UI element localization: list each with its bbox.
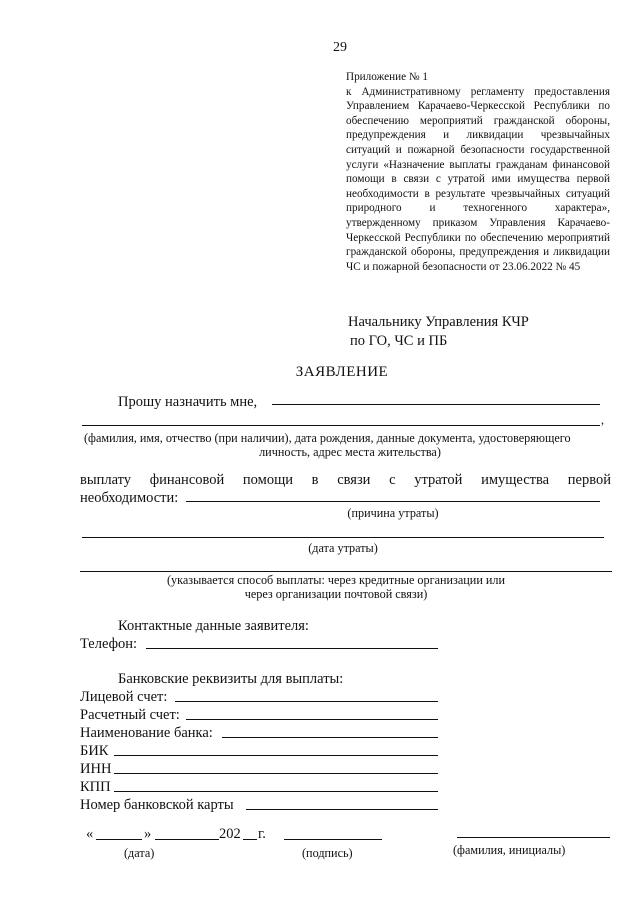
loss-reason-hint: (причина утраты) (347, 506, 439, 520)
phone-field[interactable] (146, 648, 438, 649)
appendix-block (346, 70, 610, 274)
bank-name-field[interactable] (222, 737, 438, 738)
card-number-field[interactable] (246, 809, 438, 810)
inn-label: ИНН (80, 761, 112, 777)
payment-method-field[interactable] (80, 571, 612, 572)
date-open-quote: « (86, 826, 94, 842)
kpp-field[interactable] (114, 791, 438, 792)
addressee-line-1: Начальнику Управления КЧР (348, 314, 529, 330)
applicant-details-field[interactable] (82, 425, 600, 426)
contacts-heading: Контактные данные заявителя: (118, 618, 309, 634)
month-field[interactable] (155, 839, 219, 840)
date-hint: (дата) (124, 846, 155, 860)
payment-word: с (389, 472, 396, 488)
loss-date-field[interactable] (82, 537, 604, 538)
addressee (348, 313, 529, 351)
applicant-hint-1: (фамилия, имя, отчество (при наличии), дата рождения, данные документа, удостоверяющего (84, 431, 571, 445)
kpp-label: КПП (80, 779, 111, 795)
loss-date-hint: (дата утраты) (308, 541, 378, 555)
full-name-initials-field[interactable] (457, 837, 610, 838)
payment-word: в (311, 472, 319, 488)
payment-word: утратой (414, 472, 463, 488)
inn-field[interactable] (114, 773, 438, 774)
payment-word: выплату (80, 472, 132, 488)
payment-word: имущества (481, 472, 550, 488)
year-field[interactable] (243, 839, 257, 840)
signature-hint: (подпись) (302, 846, 353, 860)
necessity-label: необходимости: (80, 490, 179, 506)
year-suffix: г. (258, 826, 266, 842)
card-number-label: Номер банковской карты (80, 797, 234, 813)
signature-field[interactable] (284, 839, 382, 840)
payment-method-hint-1: (указывается способ выплаты: через кредитные организации или (166, 573, 506, 587)
trailing-comma: , (601, 413, 605, 427)
payment-text-line-1 (80, 472, 611, 489)
applicant-hint-2: личность, адрес места жительства) (259, 445, 441, 459)
year-prefix: 202 (219, 826, 241, 842)
payment-word: финансовой (149, 472, 225, 488)
bik-field[interactable] (114, 755, 438, 756)
document-title: ЗАЯВЛЕНИЕ (295, 364, 389, 380)
appendix-text: к Административному регламенту предоставления Управлением Карачаево-Черкесской Республики по обеспечению мероприятий гражданской обороны, предупреждения и ликвидации чрезвычайных ситуаций и пожарной безопасности государственной услуги «Назначение выплаты гражданам финансовой помощи в связи с утратой ими имущества первой необходимости в результате чрезвычайных ситуаций природного и техногенного характера», утвержденному приказом Управления Карачаево-Черкесской Республики по обеспечению мероприятий гражданской обороны, предупреждения и ликвидации ЧС и пожарной безопасности от 23.06.2022 № 45 (346, 85, 610, 273)
appendix-heading: Приложение № 1 (346, 71, 428, 83)
date-close-quote: » (144, 826, 152, 842)
settlement-account-label: Расчетный счет: (80, 707, 180, 723)
day-field[interactable] (96, 839, 142, 840)
bank-heading: Банковские реквизиты для выплаты: (118, 671, 344, 687)
loss-reason-field[interactable] (186, 501, 600, 502)
payment-word: связи (337, 472, 371, 488)
personal-account-field[interactable] (175, 701, 438, 702)
request-label: Прошу назначить мне, (118, 394, 258, 410)
bank-name-label: Наименование банка: (80, 725, 213, 741)
phone-label: Телефон: (80, 636, 138, 652)
bik-label: БИК (80, 743, 109, 759)
payment-word: помощи (242, 472, 294, 488)
payment-word: первой (567, 472, 611, 488)
page-number: 29 (333, 40, 347, 55)
full-name-hint: (фамилия, инициалы) (453, 843, 566, 857)
applicant-name-field[interactable] (272, 404, 600, 405)
personal-account-label: Лицевой счет: (80, 689, 168, 705)
payment-method-hint-2: через организации почтовой связи) (244, 587, 428, 601)
addressee-line-2: по ГО, ЧС и ПБ (350, 333, 448, 349)
settlement-account-field[interactable] (186, 719, 438, 720)
